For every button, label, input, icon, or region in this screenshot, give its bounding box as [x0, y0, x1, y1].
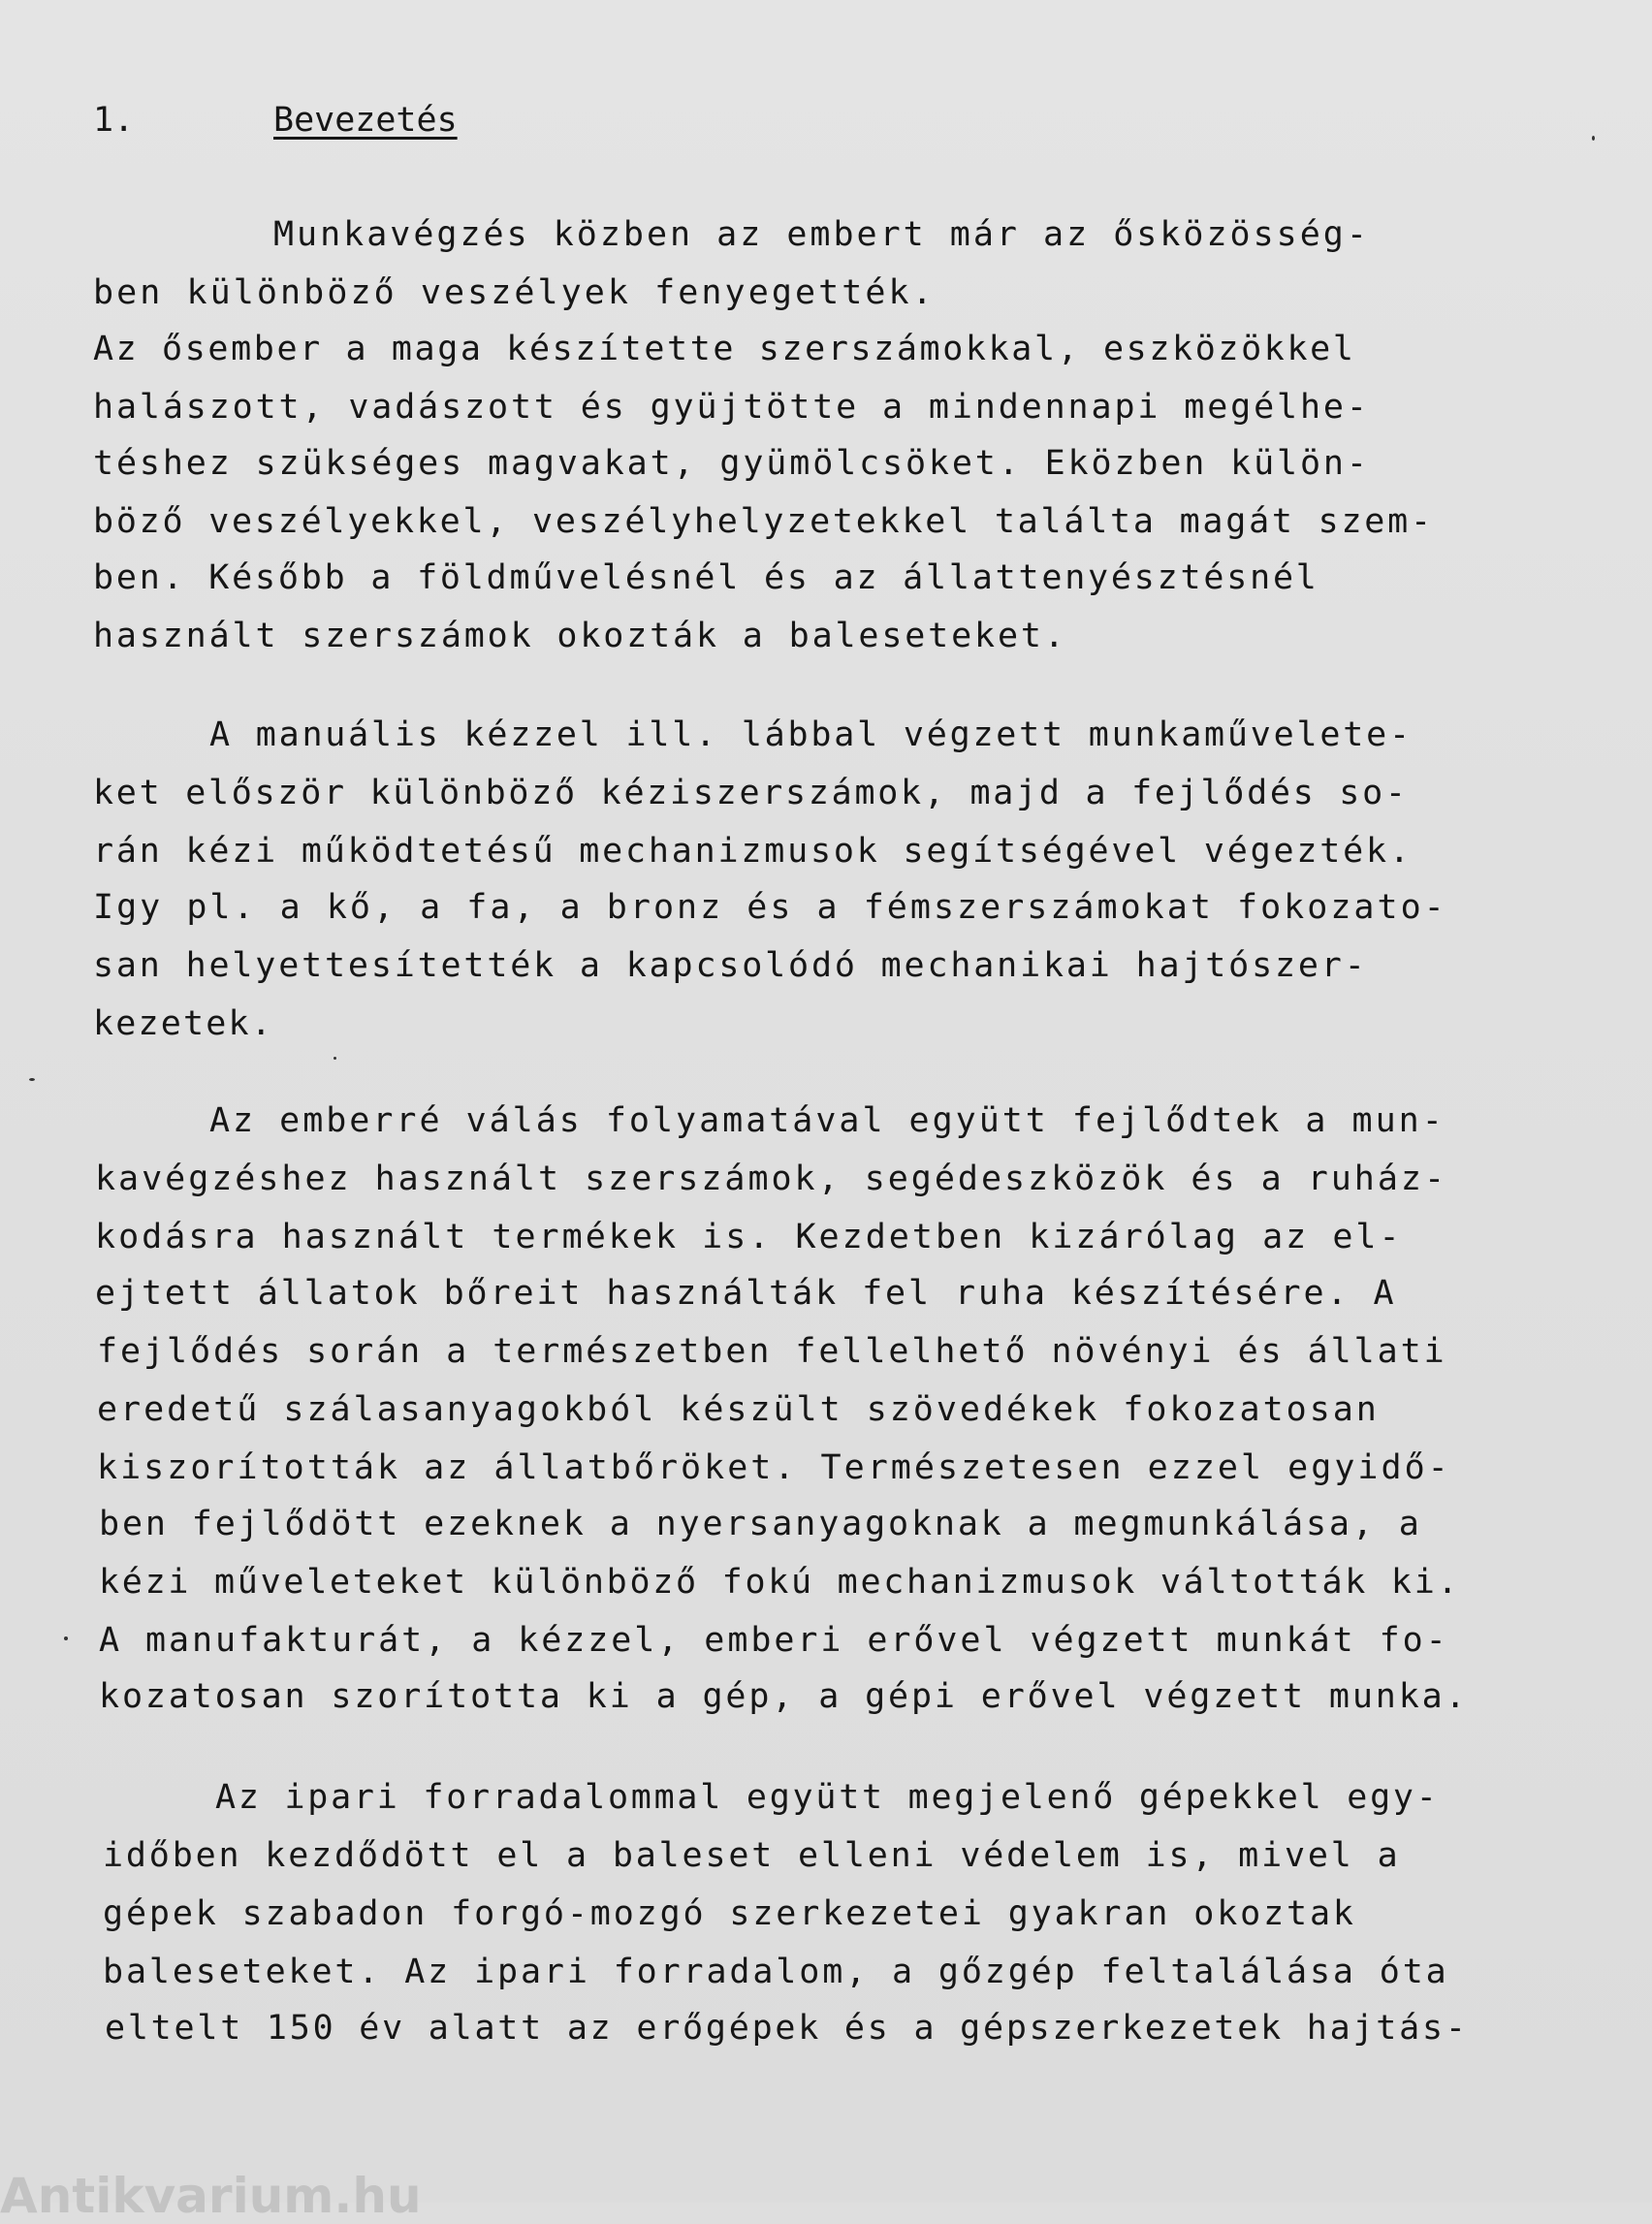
- text-line: Az ősember a maga készítette szerszámokkal, eszközökkel: [93, 330, 1356, 368]
- text-line: kodásra használt termékek is. Kezdetben kizárólag az el-: [95, 1218, 1403, 1256]
- text-line: ket először különböző kéziszerszámok, majd a fejlődés so-: [93, 774, 1409, 812]
- scan-speck: [1592, 136, 1595, 141]
- scan-speck: [64, 1636, 68, 1640]
- text-line: Igy pl. a kő, a fa, a bronz és a fémszerszámokat fokozato-: [93, 888, 1447, 927]
- text-line: san helyettesítették a kapcsolódó mechanikai hajtószer-: [93, 946, 1368, 985]
- text-line: Munkavégzés közben az embert már az ősközösség-: [273, 215, 1370, 254]
- text-line: kozatosan szorította ki a gép, a gépi erővel végzett munka.: [99, 1677, 1469, 1716]
- text-line: fejlődés során a természetben fellelhető növényi és állati: [97, 1332, 1447, 1371]
- text-line: Az ipari forradalommal együtt megjelenő gépekkel egy-: [215, 1778, 1440, 1817]
- scan-speck: [29, 1078, 35, 1081]
- text-line: kézi műveleteket különböző fokú mechanizmusok váltották ki.: [99, 1563, 1461, 1602]
- text-line: ben fejlődött ezeknek a nyersanyagoknak a megmunkálása, a: [99, 1505, 1422, 1543]
- text-line: ejtett állatok bőreit használták fel ruha készítésére. A: [95, 1274, 1397, 1313]
- text-line: kezetek.: [93, 1004, 273, 1043]
- text-line: A manufakturát, a kézzel, emberi erővel végzett munkát fo-: [99, 1621, 1449, 1660]
- text-line: eltelt 150 év alatt az erőgépek és a gépszerkezetek hajtás-: [105, 2009, 1469, 2048]
- text-line: kiszorították az állatbőröket. Természetesen ezzel egyidő-: [97, 1448, 1451, 1487]
- text-line: baleseteket. Az ipari forradalom, a gőzgép feltalálása óta: [103, 1953, 1449, 1991]
- text-line: időben kezdődött el a baleset elleni védelem is, mivel a: [103, 1836, 1401, 1875]
- text-line: használt szerszámok okozták a baleseteket.: [93, 617, 1067, 655]
- section-title: Bevezetés: [273, 101, 458, 140]
- section-number: 1.: [93, 101, 135, 140]
- text-line: eredetű szálasanyagokból készült szövedékek fokozatosan: [97, 1390, 1380, 1429]
- scan-speck: [334, 1057, 336, 1060]
- text-line: gépek szabadon forgó-mozgó szerkezetei gyakran okoztak: [103, 1894, 1356, 1933]
- section-heading: [93, 101, 458, 140]
- text-line: rán kézi működtetésű mechanizmusok segítségével végezték.: [93, 832, 1413, 871]
- text-line: ben különböző veszélyek fenyegették.: [93, 273, 936, 312]
- text-line: téshez szükséges magvakat, gyümölcsöket. Eközben külön-: [93, 444, 1370, 483]
- text-line: A manuális kézzel ill. lábbal végzett munkaművelete-: [209, 715, 1413, 754]
- text-line: halászott, vadászott és gyüjtötte a mindennapi megélhe-: [93, 388, 1370, 427]
- text-line: Az emberré válás folyamatával együtt fejlődtek a mun-: [209, 1101, 1446, 1140]
- text-line: böző veszélyekkel, veszélyhelyzetekkel találta magát szem-: [93, 502, 1434, 541]
- watermark: Antikvarium.hu: [0, 2168, 422, 2224]
- text-line: ben. Később a földművelésnél és az állattenyésztésnél: [93, 558, 1319, 597]
- text-line: kavégzéshez használt szerszámok, segédeszközök és a ruház-: [95, 1160, 1448, 1198]
